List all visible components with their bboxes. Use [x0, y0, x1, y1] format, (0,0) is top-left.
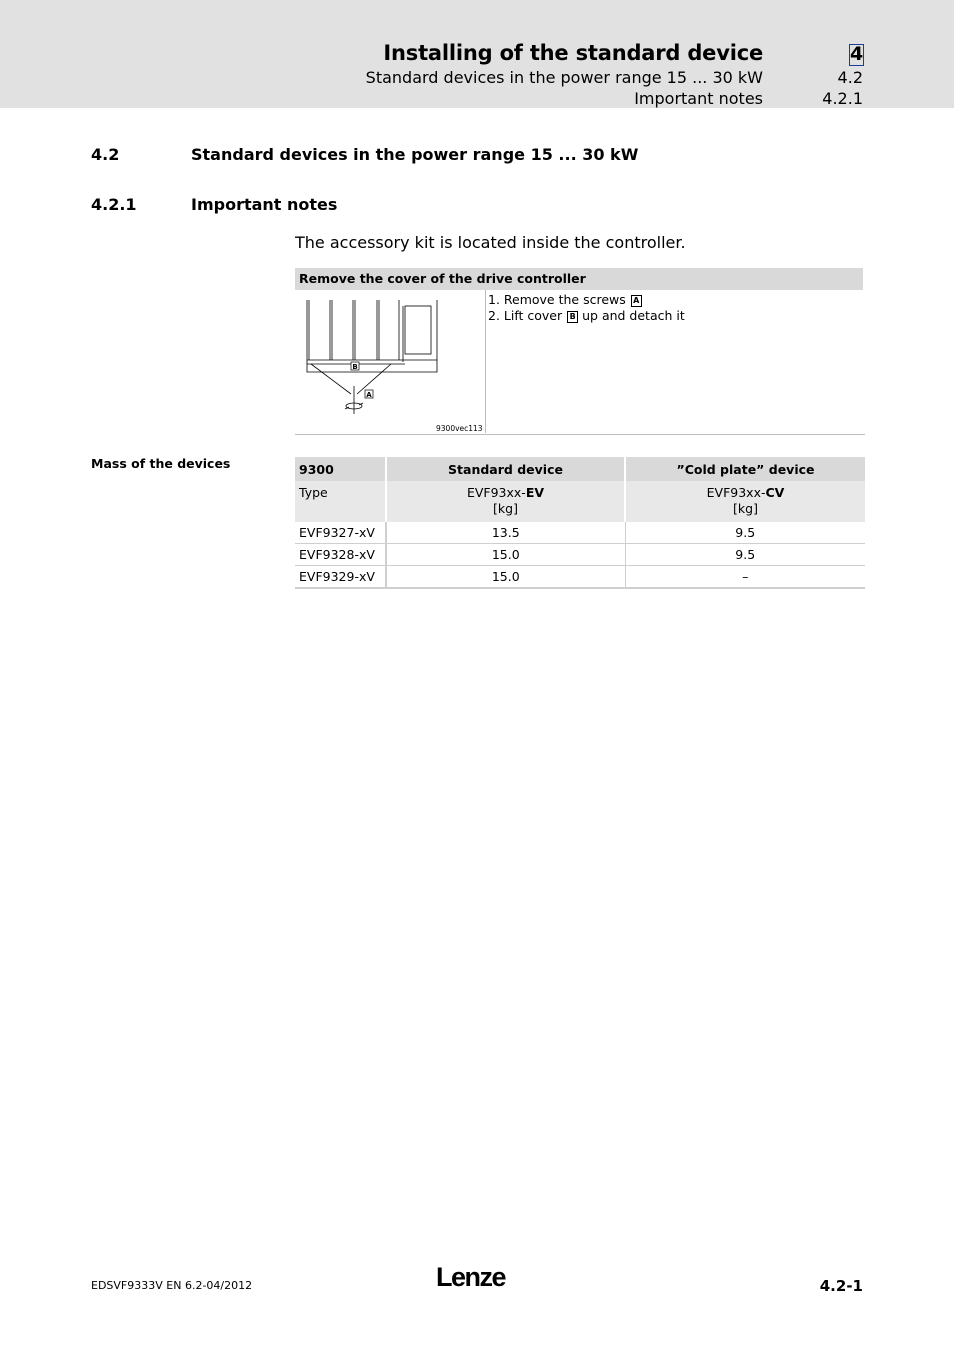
- row-standard-mass: 13.5: [386, 522, 625, 544]
- type-row: [295, 481, 865, 522]
- intro-text: The accessory kit is located inside the controller.: [295, 233, 686, 252]
- section-title: Standard devices in the power range 15 ... 30 kW: [191, 145, 639, 164]
- header-cold-plate-device: ”Cold plate” device: [625, 457, 865, 481]
- standard-type-suffix: EV: [525, 485, 545, 500]
- figure-label-b: B: [352, 363, 358, 371]
- row-model: EVF9328-xV: [295, 544, 386, 566]
- standard-type: [386, 481, 625, 522]
- instruction-steps: [488, 292, 685, 324]
- row-standard-mass: 15.0: [386, 566, 625, 589]
- row-cold-mass: 9.5: [625, 522, 865, 544]
- header-subtitle-2: Important notes: [634, 89, 763, 108]
- figure-label-a: A: [366, 391, 372, 399]
- step-2: [488, 308, 685, 324]
- header-subtitle-1-number: 4.2: [837, 68, 863, 87]
- controller-cover-diagram: [295, 290, 485, 433]
- cold-unit: [kg]: [733, 501, 758, 516]
- table-row: [295, 566, 865, 589]
- header-9300: 9300: [295, 457, 386, 481]
- figure-caption: 9300vec113: [436, 424, 483, 433]
- instruction-heading: Remove the cover of the drive controller: [295, 268, 863, 290]
- footer-page-number: 4.2-1: [819, 1277, 863, 1295]
- mass-side-label: Mass of the devices: [91, 456, 231, 471]
- mass-table-header: [295, 457, 865, 481]
- table-row: [295, 522, 865, 544]
- row-cold-mass: –: [625, 566, 865, 589]
- row-model: EVF9329-xV: [295, 566, 386, 589]
- type-label: Type: [295, 481, 386, 522]
- step-1: [488, 292, 685, 308]
- footer-doc-id: EDSVF9333V EN 6.2-04/2012: [91, 1279, 253, 1292]
- step-2-text-a: 2. Lift cover: [488, 308, 563, 323]
- cold-type-prefix: EVF93xx-: [706, 485, 766, 500]
- instruction-divider: [295, 434, 865, 435]
- section-number: 4.2: [91, 145, 120, 164]
- label-b-box: B: [567, 311, 578, 323]
- cold-type: [625, 481, 865, 522]
- label-a-box: A: [631, 295, 642, 307]
- step-1-text: 1. Remove the screws: [488, 292, 626, 307]
- row-model: EVF9327-xV: [295, 522, 386, 544]
- row-cold-mass: 9.5: [625, 544, 865, 566]
- lenze-logo: Lenze: [436, 1262, 506, 1292]
- header-subtitle-2-number: 4.2.1: [822, 89, 863, 108]
- chapter-badge: 4: [850, 43, 864, 65]
- header-subtitle-1: Standard devices in the power range 15 ... 30 kW: [365, 68, 763, 87]
- subsection-title: Important notes: [191, 195, 338, 214]
- mass-table: [295, 457, 865, 589]
- standard-unit: [kg]: [493, 501, 518, 516]
- header-standard-device: Standard device: [386, 457, 625, 481]
- subsection-number: 4.2.1: [91, 195, 137, 214]
- row-standard-mass: 15.0: [386, 544, 625, 566]
- step-2-text-b: up and detach it: [582, 308, 685, 323]
- instruction-figure: [295, 290, 486, 433]
- cold-type-suffix: CV: [765, 485, 785, 500]
- standard-type-prefix: EVF93xx-: [466, 485, 526, 500]
- table-row: [295, 544, 865, 566]
- page-title: Installing of the standard device: [383, 41, 763, 65]
